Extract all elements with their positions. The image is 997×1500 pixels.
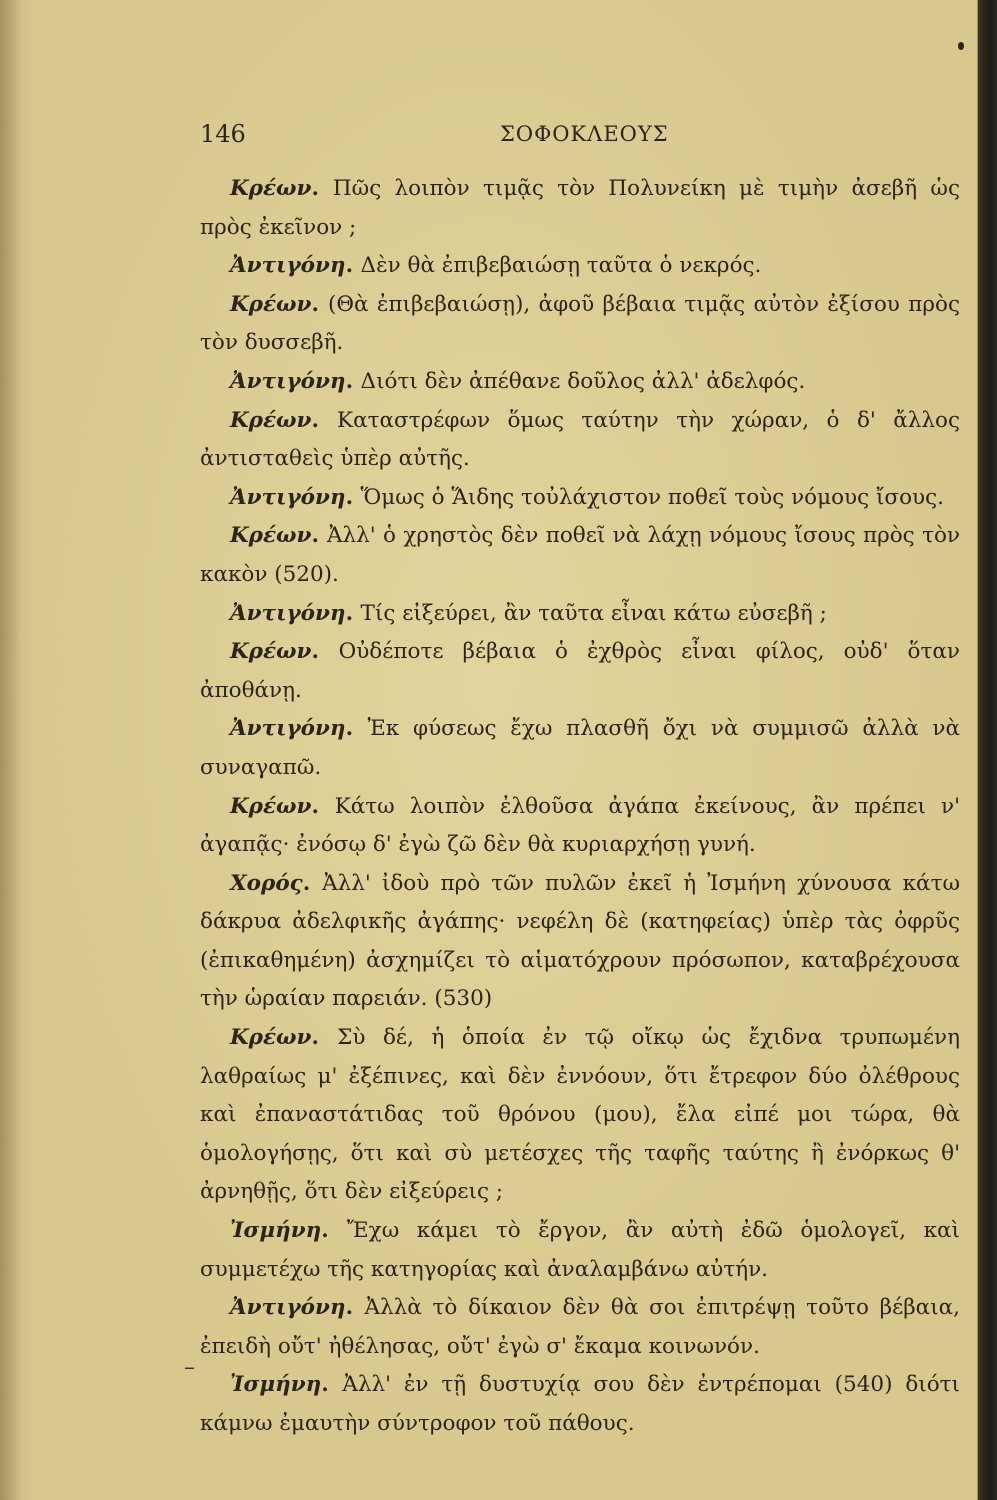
line-text: Δὲν θὰ ἐπιβεβαιώσῃ ταῦτα ὁ νεκρός. — [360, 253, 762, 279]
dialogue-line: Κρέων. Καταστρέφων ὅμως ταύτην τὴν χώραν, ὁ δ' ἄλλος ἀντισταθεὶς ὑπὲρ αὐτῆς. — [200, 407, 960, 472]
line-text: Ὅμως ὁ Ἅιδης τοὐλάχιστον ποθεῖ τοὺς νόμους ἴσους. — [360, 484, 944, 510]
dialogue-line: Κρέων. Κάτω λοιπὸν ἐλθοῦσα ἀγάπα ἐκείνους, ἂν πρέπει ν' ἀγαπᾷς· ἐνόσῳ δ' ἐγὼ ζῶ δὲν θὰ κυριαρχήσῃ γυνή. — [200, 793, 960, 858]
line-text: Διότι δὲν ἀπέθανε δοῦλος ἀλλ' ἀδελφός. — [360, 368, 806, 394]
speaker-name: Κρέων — [230, 523, 312, 549]
speaker-name: Ἀντιγόνη — [230, 600, 346, 626]
dialogue-line: Κρέων. Πῶς λοιπὸν τιμᾷς τὸν Πολυνείκη μὲ τιμὴν ἀσεβῆ ὡς πρὸς ἐκεῖνον ; — [200, 176, 960, 240]
dialogue-line: Ἀντιγόνη. Διότι δὲν ἀπέθανε δοῦλος ἀλλ' ἀδελφός. — [230, 368, 806, 394]
line-text: Καταστρέφων ὅμως ταύτην τὴν χώραν, ὁ δ' ἄλλος ἀντισταθεὶς ὑπὲρ αὐτῆς. — [200, 407, 960, 472]
dialogue-line: Χορός. Ἀλλ' ἰδοὺ πρὸ τῶν πυλῶν ἐκεῖ ἡ Ἰσμήνη χύνουσα κάτω δάκρυα ἀδελφικῆς ἀγάπης· νεφέλη δὲ (κατηφείας) ὑπὲρ τὰς ὀφρῦς (ἐπικαθημένη) ἀσχημίζει τὸ αἱματόχρουν πρόσωπον, καταβρέχουσα τὴν ὡραίαν παρειάν. (530) — [200, 870, 960, 1012]
speaker-name: Κρέων — [230, 407, 312, 433]
speaker-name: Κρέων — [230, 291, 312, 317]
page-number: 146 — [200, 120, 246, 148]
speaker-name: Κρέων — [230, 639, 312, 665]
scan-edge — [978, 0, 997, 1500]
speaker-name: Κρέων — [230, 1025, 312, 1051]
line-text: Ἀλλ' ἰδοὺ πρὸ τῶν πυλῶν ἐκεῖ ἡ Ἰσμήνη χύνουσα κάτω δάκρυα ἀδελφικῆς ἀγάπης· νεφέλη δὲ (κατηφείας) ὑπὲρ τὰς ὀφρῦς (ἐπικαθημένη) ἀσχημίζει τὸ αἱματόχρουν πρόσωπον, καταβρέχουσα τὴν ὡραίαν παρειάν. (530) — [200, 870, 960, 1012]
speaker-name: Κρέων — [230, 176, 312, 201]
dialogue-line: Κρέων. (Θὰ ἐπιβεβαιώσῃ), ἀφοῦ βέβαια τιμᾷς αὐτὸν ἐξίσου πρὸς τὸν δυσσεβῆ. — [200, 291, 960, 356]
line-text: Ἐκ φύσεως ἔχω πλασθῆ ὄχι νὰ συμμισῶ ἀλλὰ νὰ συναγαπῶ. — [200, 716, 960, 780]
speaker-name: Ἀντιγόνη — [230, 1295, 346, 1321]
speaker-name: Ἀντιγόνη — [230, 484, 346, 510]
margin-dash: – — [184, 1355, 195, 1380]
dialogue-line: Ἀντιγόνη. Ὅμως ὁ Ἅιδης τοὐλάχιστον ποθεῖ τοὺς νόμους ἴσους. — [230, 484, 944, 510]
line-text: Σὺ δέ, ἡ ὁποία ἐν τῷ οἴκῳ ὡς ἔχιδνα τρυπωμένη λαθραίως μ' ἐξέπινες, καὶ δὲν ἐννόουν, ὅτι ἔτρεφον δύο ὀλέθρους καὶ ἐπαναστάτιδας τοῦ θρόνου (μου), ἔλα εἰπέ μοι τώρα, θὰ ὁμολογήσῃς, ὅτι καὶ σὺ μετέσχες τῆς ταφῆς ταύτης ἢ ἐνόρκως θ' ἀρνηθῇς, ὅτι δὲν εἰξεύρεις ; — [200, 1025, 960, 1205]
dialogue-line: Ἀντιγόνη. Ἐκ φύσεως ἔχω πλασθῆ ὄχι νὰ συμμισῶ ἀλλὰ νὰ συναγαπῶ. — [200, 716, 960, 780]
speaker-name: Ἀντιγόνη — [230, 368, 346, 394]
line-text: Τίς εἰξεύρει, ἂν ταῦτα εἶναι κάτω εὐσεβῆ ; — [360, 600, 827, 626]
dialogue-line: Ἀντιγόνη. Τίς εἰξεύρει, ἂν ταῦτα εἶναι κάτω εὐσεβῆ ; — [230, 600, 827, 626]
speaker-name: Ἀντιγόνη — [230, 253, 346, 279]
line-text: Οὐδέποτε βέβαια ὁ ἐχθρὸς εἶναι φίλος, οὐδ' ὅταν ἀποθάνῃ. — [200, 639, 960, 703]
dialogue-line: Ἰσμήνη. Ἔχω κάμει τὸ ἔργον, ἂν αὐτὴ ἐδῶ ὁμολογεῖ, καὶ συμμετέχω τῆς κατηγορίας καὶ ἀναλαμβάνω αὐτήν. — [200, 1218, 960, 1282]
dialogue-line: Κρέων. Οὐδέποτε βέβαια ὁ ἐχθρὸς εἶναι φίλος, οὐδ' ὅταν ἀποθάνῃ. — [200, 639, 960, 703]
dialogue-line: Ἀντιγόνη. Ἀλλὰ τὸ δίκαιον δὲν θὰ σοι ἐπιτρέψῃ τοῦτο βέβαια, ἐπειδὴ οὔτ' ἠθέλησας, οὔτ' ἐγὼ σ' ἔκαμα κοινωνόν. — [200, 1295, 960, 1359]
line-text: Ἀλλὰ τὸ δίκαιον δὲν θὰ σοι ἐπιτρέψῃ τοῦτο βέβαια, ἐπειδὴ οὔτ' ἠθέλησας, οὔτ' ἐγὼ σ' ἔκαμα κοινωνόν. — [200, 1295, 960, 1359]
line-text: Κάτω λοιπὸν ἐλθοῦσα ἀγάπα ἐκείνους, ἂν πρέπει ν' ἀγαπᾷς· ἐνόσῳ δ' ἐγὼ ζῶ δὲν θὰ κυριαρχήσῃ γυνή. — [200, 793, 960, 858]
line-text: Ἀλλ' ὁ χρηστὸς δὲν ποθεῖ νὰ λάχῃ νόμους ἴσους πρὸς τὸν κακὸν (520). — [200, 523, 960, 587]
page-header — [200, 120, 940, 156]
dialogue-line: Κρέων. Σὺ δέ, ἡ ὁποία ἐν τῷ οἴκῳ ὡς ἔχιδνα τρυπωμένη λαθραίως μ' ἐξέπινες, καὶ δὲν ἐννόουν, ὅτι ἔτρεφον δύο ὀλέθρους καὶ ἐπαναστάτιδας τοῦ θρόνου (μου), ἔλα εἰπέ μοι τώρα, θὰ ὁμολογήσῃς, ὅτι καὶ σὺ μετέσχες τῆς ταφῆς ταύτης ἢ ἐνόρκως θ' ἀρνηθῇς, ὅτι δὲν εἰξεύρεις ; — [200, 1025, 960, 1205]
dialogue-line: Ἰσμήνη. Ἀλλ' ἐν τῇ δυστυχίᾳ σου δὲν ἐντρέπομαι (540) διότι κάμνω ἐμαυτὴν σύντροφον τοῦ πάθους. — [200, 1372, 960, 1436]
dialogue-text — [200, 170, 960, 1444]
dialogue-line: Ἀντιγόνη. Δὲν θὰ ἐπιβεβαιώσῃ ταῦτα ὁ νεκρός. — [230, 253, 762, 279]
speaker-name: Ἀντιγόνη — [230, 716, 346, 742]
line-text: Πῶς λοιπὸν τιμᾷς τὸν Πολυνείκη μὲ τιμὴν ἀσεβῆ ὡς πρὸς ἐκεῖνον ; — [200, 176, 960, 240]
line-text: (Θὰ ἐπιβεβαιώσῃ), ἀφοῦ βέβαια τιμᾷς αὐτὸν ἐξίσου πρὸς τὸν δυσσεβῆ. — [200, 291, 960, 356]
line-text: Ἀλλ' ἐν τῇ δυστυχίᾳ σου δὲν ἐντρέπομαι (540) διότι κάμνω ἐμαυτὴν σύντροφον τοῦ πάθους. — [200, 1372, 960, 1436]
running-title: ΣΟΦΟΚΛΕΟΥΣ — [500, 122, 669, 146]
speaker-name: Ἰσμήνη — [230, 1218, 322, 1244]
dialogue-line: Κρέων. Ἀλλ' ὁ χρηστὸς δὲν ποθεῖ νὰ λάχῃ νόμους ἴσους πρὸς τὸν κακὸν (520). — [200, 523, 960, 587]
line-text: Ἔχω κάμει τὸ ἔργον, ἂν αὐτὴ ἐδῶ ὁμολογεῖ, καὶ συμμετέχω τῆς κατηγορίας καὶ ἀναλαμβάνω αὐτήν. — [200, 1218, 960, 1282]
speaker-name: Ἰσμήνη — [230, 1372, 322, 1398]
speaker-name: Κρέων — [230, 793, 312, 819]
speaker-name: Χορός — [230, 870, 303, 896]
spine-shadow — [0, 0, 22, 1500]
ink-dot — [958, 42, 964, 50]
